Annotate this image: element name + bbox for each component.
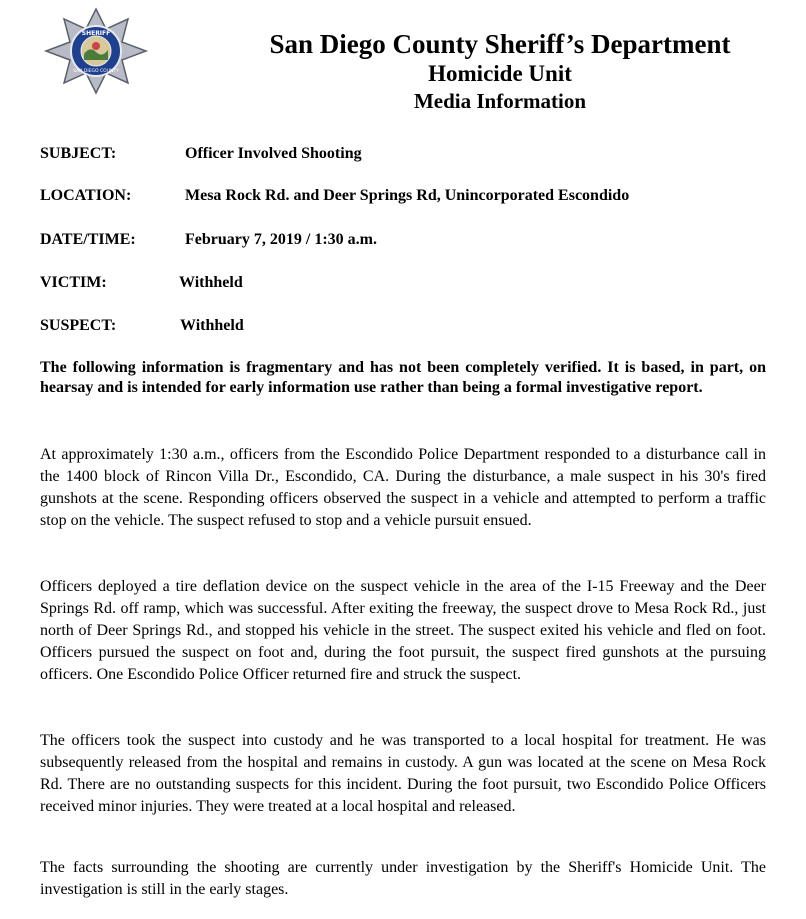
body-paragraph-1: At approximately 1:30 a.m., officers from the Escondido Police Department responded to a disturbance call in the 1400 block of Rincon Villa Dr., Escondido, CA. During the disturbance, a male suspect in his 30's fired gunshots at the scene. Responding officers observed the suspect in a vehicle and attempted to perform a traffic stop on the vehicle. The suspect refused to stop and a vehicle pursuit ensued. bbox=[40, 446, 766, 529]
field-value: Officer Involved Shooting bbox=[185, 145, 362, 162]
document-type-title: Media Information bbox=[413, 89, 587, 113]
document-header bbox=[200, 28, 800, 114]
field-label: SUSPECT: bbox=[40, 317, 117, 334]
badge-top-text: SHERIFF bbox=[81, 30, 111, 37]
field-value: Mesa Rock Rd. and Deer Springs Rd, Unincorporated Escondido bbox=[185, 187, 630, 204]
body-paragraph-2: Officers deployed a tire deflation device on the suspect vehicle in the area of the I-15 Freeway and the Deer Springs Rd. off ramp, which was successful. After exiting the freeway, the suspect drove to Mesa Rock Rd., just north of Deer Springs Rd., and stopped his vehicle in the street. The suspect exited his vehicle and fled on foot. Officers pursued the suspect on foot and, during the foot pursuit, the suspect fired gunshots at the pursuing officers. One Escondido Police Officer returned fire and struck the suspect. bbox=[40, 578, 766, 683]
body-paragraph-4: The facts surrounding the shooting are currently under investigation by the Sheriff's Homicide Unit. The investigation is still in the early stages. bbox=[40, 859, 766, 898]
field-value: February 7, 2019 / 1:30 a.m. bbox=[185, 231, 377, 248]
field-label: SUBJECT: bbox=[40, 145, 117, 162]
field-value: Withheld bbox=[179, 274, 243, 291]
sheriff-badge-logo bbox=[40, 6, 152, 96]
field-label: VICTIM: bbox=[40, 274, 107, 291]
department-title: San Diego County Sheriff’s Department bbox=[269, 29, 731, 59]
field-value: Withheld bbox=[180, 317, 244, 334]
badge-bottom-text: SAN DIEGO COUNTY bbox=[73, 69, 119, 74]
disclaimer-paragraph: The following information is fragmentary and has not been completely verified. It is based, in part, on hearsay and is intended for early information use rather than being a formal investigative report. bbox=[40, 359, 766, 396]
body-paragraph-3: The officers took the suspect into custody and he was transported to a local hospital for treatment. He was subsequently released from the hospital and remains in custody. A gun was located at the scene on Mesa Rock Rd. There are no outstanding suspects for this incident. During the foot pursuit, two Escondido Police Officers received minor injuries. They were treated at a local hospital and released. bbox=[40, 732, 766, 815]
field-label: LOCATION: bbox=[40, 187, 132, 204]
unit-title: Homicide Unit bbox=[428, 61, 572, 86]
field-label: DATE/TIME: bbox=[40, 231, 136, 248]
